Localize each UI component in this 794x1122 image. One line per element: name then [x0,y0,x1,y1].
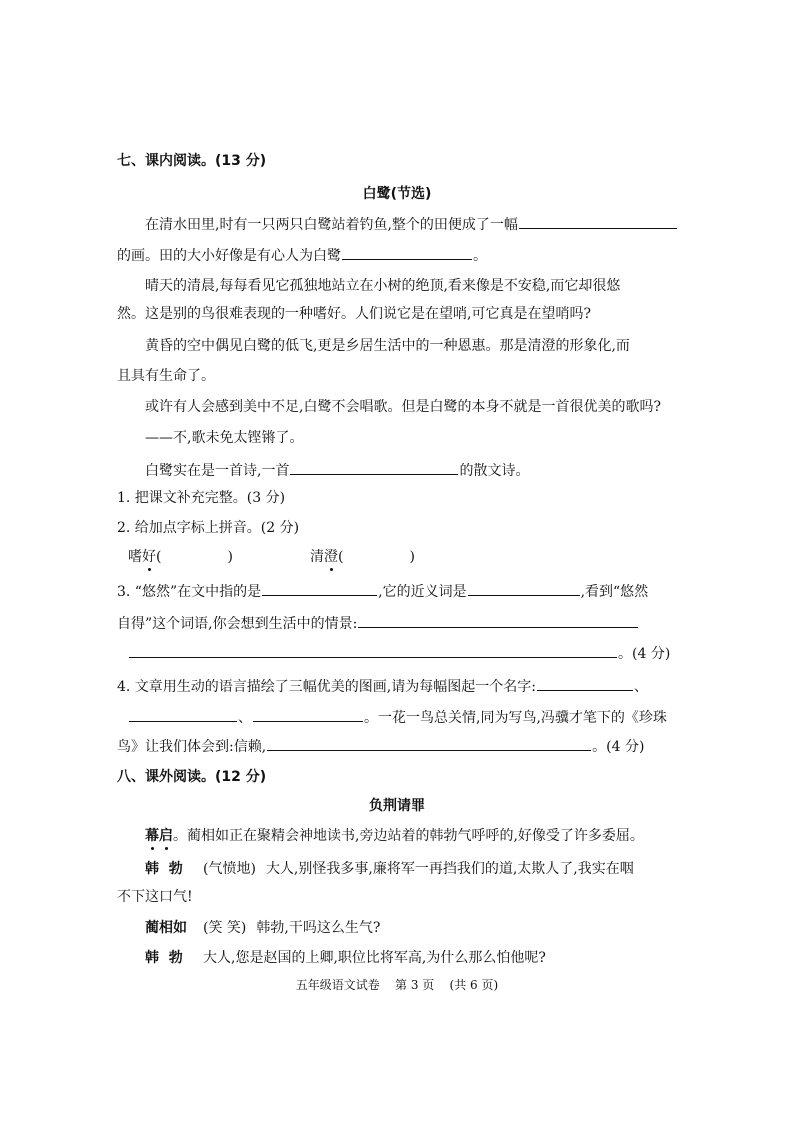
answer-blank[interactable] [468,580,580,596]
answer-blank[interactable] [129,642,617,658]
speaker-name: 蔺相如 [145,920,187,936]
question-text: 、 [633,679,648,695]
passage-line: 黄昏的空中偶见白鹭的低飞,更是乡居生活中的一种恩惠。那是清澄的形象化,而 [145,338,630,354]
paren: ) [409,549,415,565]
dialogue-line [145,948,546,968]
passage-line: 然。这是别的鸟很难表现的一种嗜好。人们说它是在望哨,可它真是在望哨吗? [117,306,591,322]
dialogue-text: 大人,您是赵国的上卿,职位比将军高,为什么那么怕他呢? [203,950,546,966]
passage-text: 在清水田里,时有一只两只白鹭站着钓鱼,整个的田便成了一幅 [145,217,518,233]
question-text: 自得”这个词语,你会想到生活中的情景: [117,616,358,632]
passage-line: 晴天的清晨,每每看见它孤独地站立在小树的绝顶,看来像是不安稳,而它却很悠 [145,278,621,294]
answer-blank[interactable] [253,706,363,722]
pinyin-item-1 [128,547,233,567]
question-text: 鸟》让我们体会到:信赖, [117,739,267,755]
answer-blank[interactable] [358,612,638,628]
score-label: 。(4 分) [592,739,645,755]
section-8-heading: 八、课外阅读。(12 分) [117,769,267,785]
question-4-line3 [117,735,644,757]
question-3 [117,580,648,602]
dialogue-line-cont: 不下这口气! [117,889,193,905]
answer-blank[interactable] [519,213,677,229]
word-char: 嗜 [128,549,142,565]
stage-direction [145,826,644,846]
answer-blank[interactable] [342,244,472,260]
passage-line [117,244,487,266]
stage-label-char: 幕 [145,828,159,844]
page-footer: 五年级语文试卷 第 3 页 (共 6 页) [295,978,499,992]
speaker-name: 韩 勃 [145,950,183,966]
question-4-line2 [128,706,667,728]
question-text: 3. “悠然”在文中指的是 [117,584,262,600]
stage-action: (气愤地) [203,861,256,877]
passage-text: 。 [473,248,487,264]
question-text: ,看到“悠然 [580,584,649,600]
stage-label-char: 启 [159,828,173,844]
question-3-line2 [117,612,639,634]
question-2: 2. 给加点字标上拼音。(2 分) [117,520,300,536]
question-text: 、 [238,710,252,726]
answer-blank[interactable] [537,675,633,691]
passage-line [145,213,678,235]
dotted-char: 澄 [324,549,338,565]
passage-line: 或许有人会感到美中不足,白鹭不会唱歌。但是白鹭的本身不就是一首很优美的歌吗? [145,399,661,415]
dialogue-text: 大人,别怪我多事,廉将军一再挡我们的道,太欺人了,我实在咽 [265,861,634,877]
dotted-char: 好 [142,549,156,565]
stage-punct: 。 [173,828,187,844]
section-7-heading: 七、课内阅读。(13 分) [117,153,267,169]
question-4 [117,675,648,697]
passage-text: 的散文诗。 [459,463,530,479]
question-text: 4. 文章用生动的语言描绘了三幅优美的图画,请为每幅图起一个名字: [117,679,536,695]
answer-blank[interactable] [262,580,377,596]
question-3-line3 [128,642,670,664]
question-text: 。一花一鸟总关情,同为写鸟,冯骥才笔下的《珍珠 [364,710,667,726]
paren: ( [156,549,162,565]
passage-text: 白鹭实在是一首诗,一首 [145,463,290,479]
word-char: 清 [310,549,324,565]
speaker-name: 韩 勃 [145,861,183,877]
dialogue-line [145,918,380,938]
answer-blank[interactable] [290,459,458,475]
paren: ( [338,549,344,565]
passage-title-bailu: 白鹭(节选) [362,186,432,202]
passage-title-fujing: 负荆请罪 [369,798,425,814]
answer-blank[interactable] [267,735,591,751]
dialogue-text: 韩勃,干吗这么生气? [256,920,381,936]
passage-line [145,459,529,481]
pinyin-item-2 [310,547,415,567]
score-label: 。(4 分) [618,646,671,662]
dialogue-line [145,859,634,879]
question-text: ,它的近义词是 [378,584,467,600]
stage-text: 蔺相如正在聚精会神地读书,旁边站着的韩勃气呼呼的,好像受了许多委屈。 [187,828,644,844]
passage-line: 且具有生命了。 [117,368,215,384]
passage-line: ——不,歌未免太铿锵了。 [145,430,304,446]
question-1: 1. 把课文补充完整。(3 分) [117,490,286,506]
passage-text: 的画。田的大小好像是有心人为白鹭 [117,248,341,264]
stage-action: (笑 笑) [203,920,247,936]
paren: ) [227,549,233,565]
answer-blank[interactable] [129,706,237,722]
